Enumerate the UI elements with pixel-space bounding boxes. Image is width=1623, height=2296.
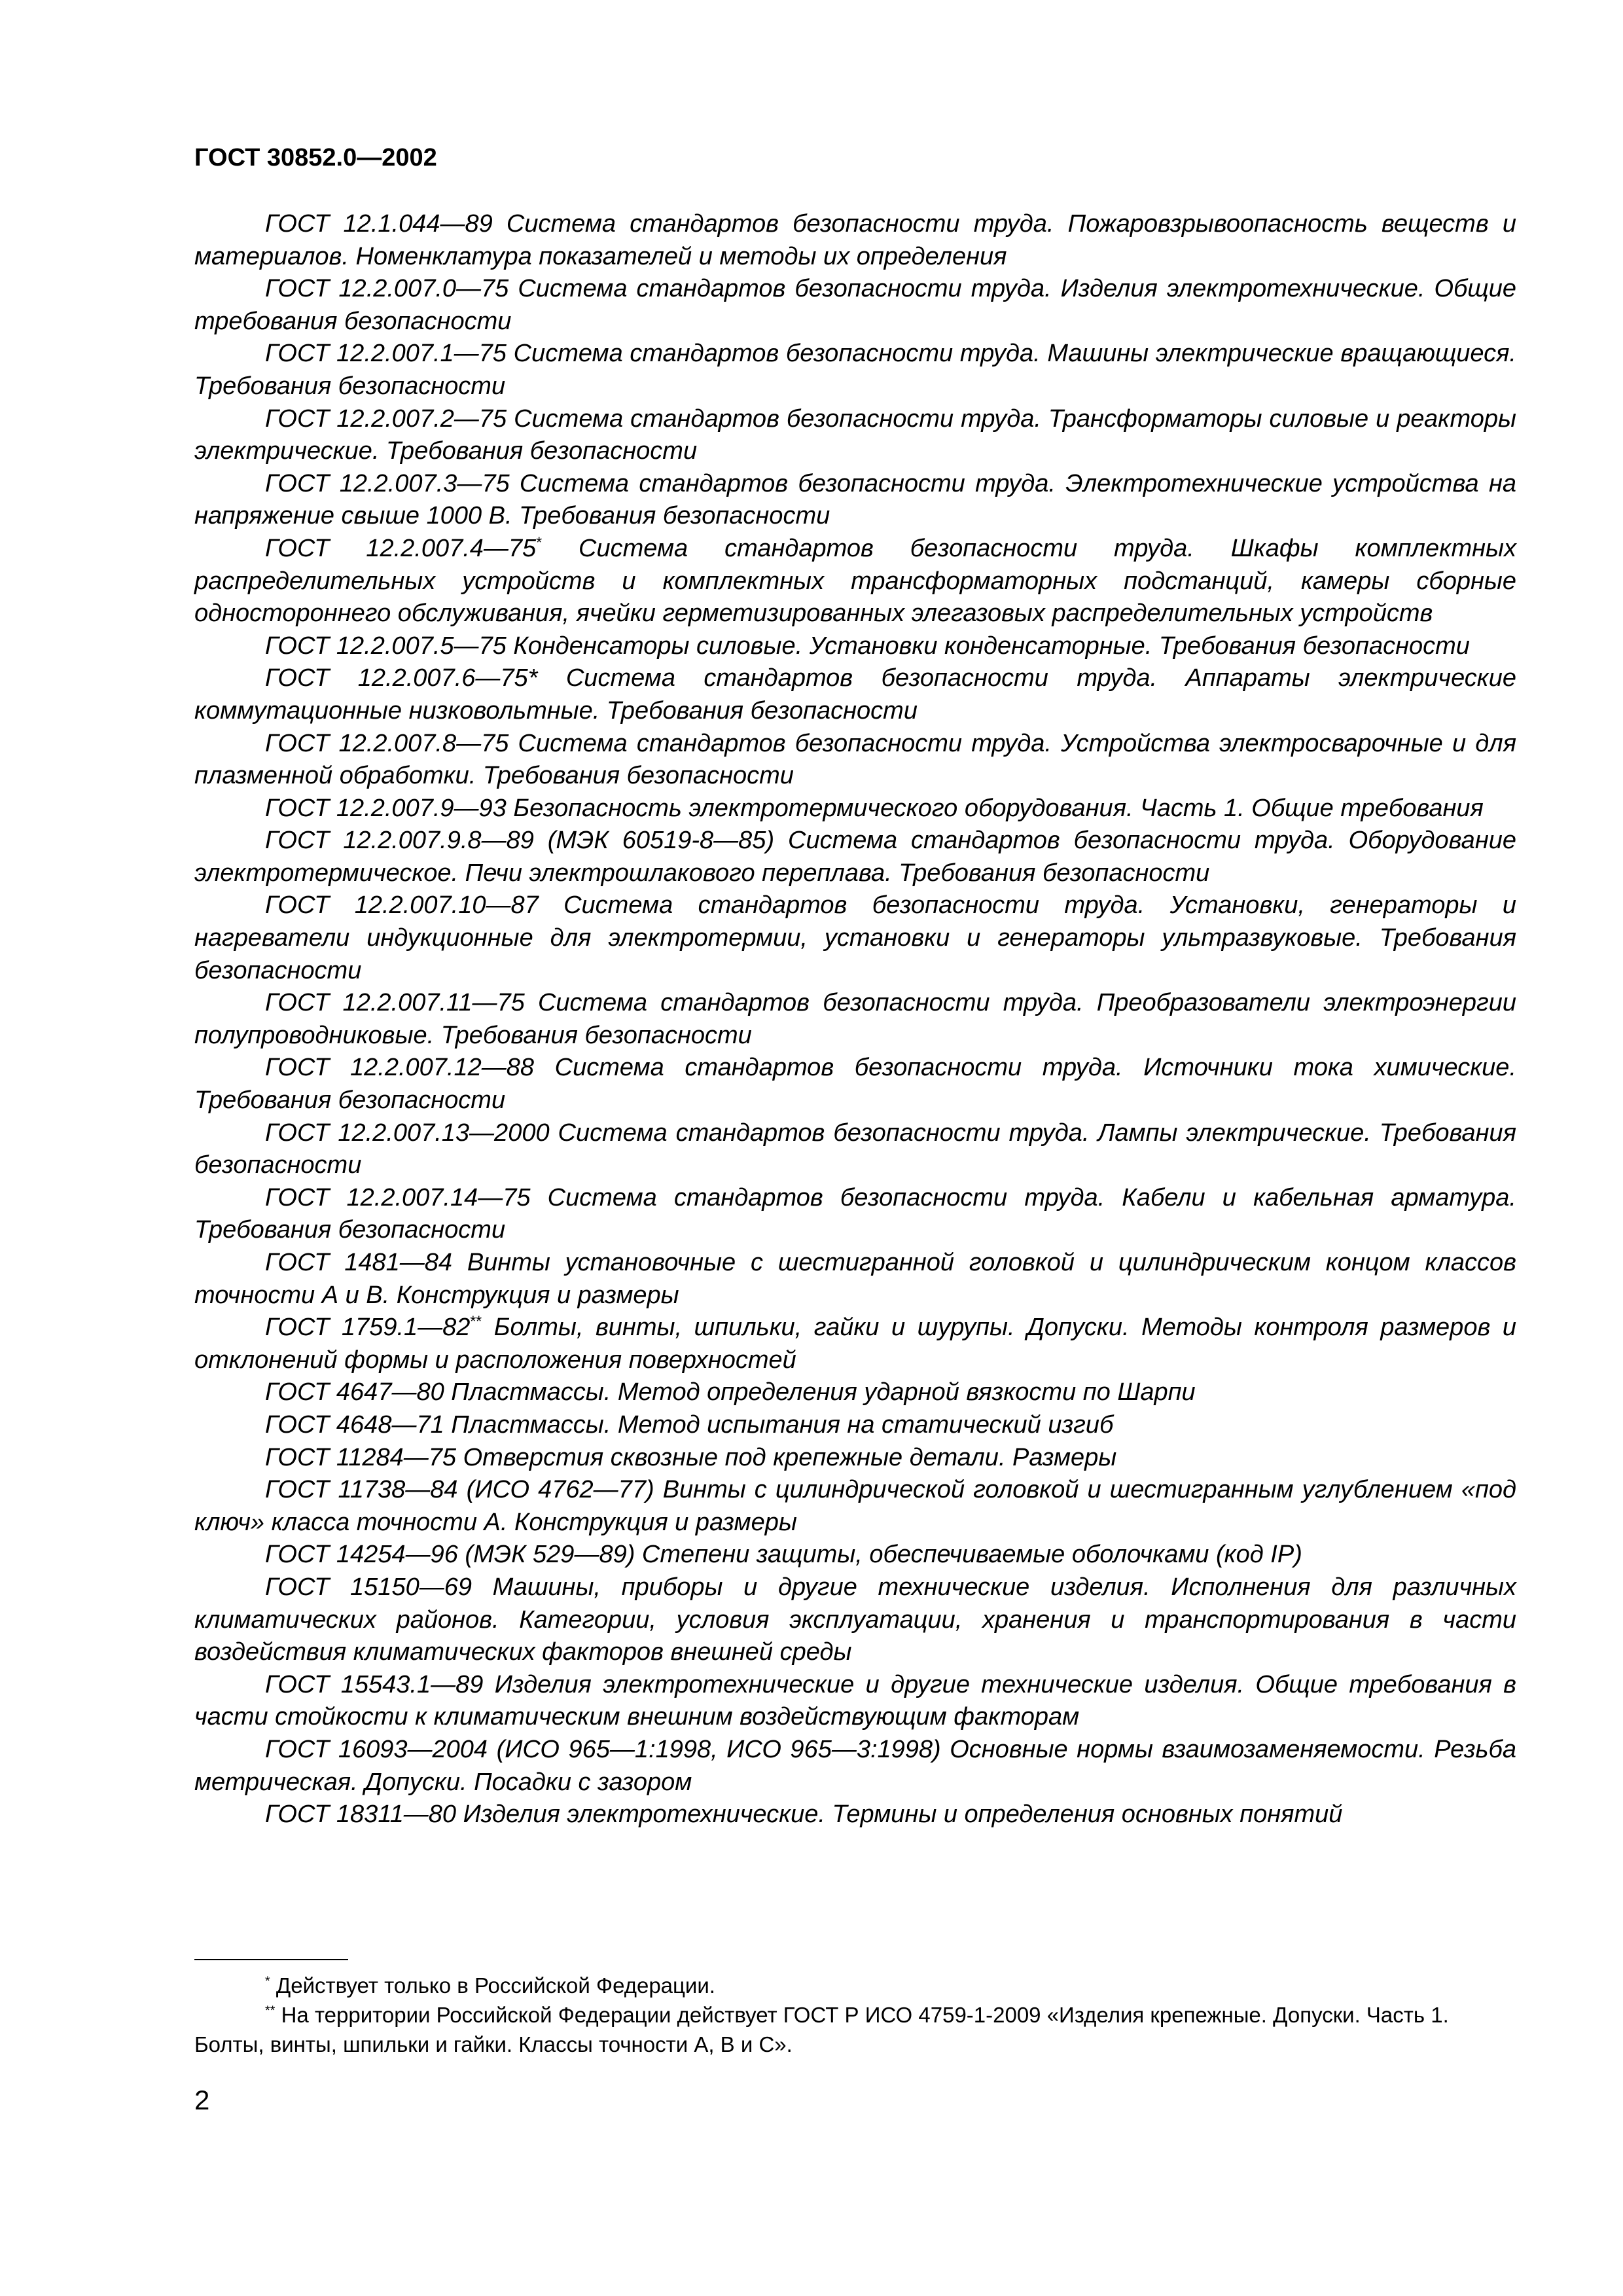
reference-item: ГОСТ 15150—69 Машины, приборы и другие технические изделия. Исполнения для различных климатических районов. Категории, условия эксплуатации, хранения и транспортирования в части воздействия климатических факторов внешней среды (194, 1573, 1516, 1666)
reference-item: ГОСТ 12.1.044—89 Система стандартов безопасности труда. Пожаровзрывоопасность веществ и материалов. Номенклатура показателей и методы их определения (194, 210, 1516, 270)
reference-item: ГОСТ 12.2.007.8—75 Система стандартов безопасности труда. Устройства электросварочные и для плазменной обработки. Требования безопасности (194, 729, 1516, 790)
reference-item: ГОСТ 12.2.007.9—93 Безопасность электротермического оборудования. Часть 1. Общие требования (265, 794, 1484, 822)
reference-item: ГОСТ 18311—80 Изделия электротехнические. Термины и определения основных понятий (265, 1801, 1343, 1829)
reference-item: ГОСТ 12.2.007.14—75 Система стандартов безопасности труда. Кабели и кабельная арматура. Требования безопасности (194, 1183, 1516, 1244)
reference-item: ГОСТ 12.2.007.3—75 Система стандартов безопасности труда. Электротехнические устройства на напряжение свыше 1000 В. Требования безопасности (194, 469, 1516, 530)
reference-item: ГОСТ 4647—80 Пластмассы. Метод определения ударной вязкости по Шарпи (265, 1378, 1196, 1407)
reference-item: ГОСТ 12.2.007.12—88 Система стандартов безопасности труда. Источники тока химические. Требования безопасности (194, 1054, 1516, 1115)
reference-item: ГОСТ 12.2.007.2—75 Система стандартов безопасности труда. Трансформаторы силовые и реакторы электрические. Требования безопасности (194, 404, 1516, 465)
standard-header: ГОСТ 30852.0—2002 (194, 144, 437, 171)
footnote-divider (194, 1959, 348, 1960)
reference-item: ГОСТ 12.2.007.13—2000 Система стандартов безопасности труда. Лампы электрические. Требования безопасности (194, 1119, 1516, 1179)
reference-item: ГОСТ 11284—75 Отверстия сквозные под крепежные детали. Размеры (265, 1443, 1117, 1471)
footnote-mark: ** (265, 2003, 276, 2018)
reference-item: ГОСТ 15543.1—89 Изделия электротехнические и другие технические изделия. Общие требования в части стойкости к климатическим внешним воздействующим факторам (194, 1670, 1516, 1731)
reference-item: ГОСТ 12.2.007.9.8—89 (МЭК 60519-8—85) Система стандартов безопасности труда. Оборудование электротермическое. Печи электрошлакового переплава. Требования безопасности (194, 827, 1516, 887)
footnote-mark: * (265, 1974, 270, 1988)
reference-item: ГОСТ 16093—2004 (ИСО 965—1:1998, ИСО 965—3:1998) Основные нормы взаимозаменяемости. Резьба метрическая. Допуски. Посадки с зазором (194, 1735, 1516, 1796)
reference-item: ГОСТ 12.2.007.0—75 Система стандартов безопасности труда. Изделия электротехнические. Общие требования безопасности (194, 275, 1516, 335)
reference-item: ГОСТ 14254—96 (МЭК 529—89) Степени защиты, обеспечиваемые оболочками (код IP) (265, 1541, 1302, 1569)
reference-item: ГОСТ 12.2.007.10—87 Система стандартов безопасности труда. Установки, генераторы и нагреватели индукционные для электротермии, установки и генераторы ультразвуковые. Требования безопасности (194, 891, 1516, 984)
footnote-marker[interactable]: * (536, 533, 543, 551)
footnote: ** На территории Российской Федерации действует ГОСТ Р ИСО 4759-1-2009 «Изделия крепежные. Допуски. Часть 1. Болты, винты, шпильки и гайки. Классы точности А, В и С». (194, 2003, 1449, 2056)
reference-item: ГОСТ 11738—84 (ИСО 4762—77) Винты с цилиндрической головкой и шестигранным углублением «под ключ» класса точности А. Конструкция и размеры (194, 1476, 1516, 1536)
normative-references (194, 208, 1516, 1831)
reference-item: ГОСТ 12.2.007.5—75 Конденсаторы силовые. Установки конденсаторные. Требования безопасности (265, 632, 1470, 660)
page-number: 2 (194, 2085, 210, 2115)
footnote-marker[interactable]: ** (470, 1312, 482, 1330)
footnote: * Действует только в Российской Федерации. (265, 1973, 715, 1998)
footnotes (194, 1971, 1516, 2059)
reference-item: ГОСТ 1481—84 Винты установочные с шестигранной головкой и цилиндрическим концом классов точности А и В. Конструкция и размеры (194, 1249, 1516, 1309)
reference-item: ГОСТ 1759.1—82** Болты, винты, шпильки, гайки и шурупы. Допуски. Методы контроля размеров и отклонений формы и расположения поверхностей (194, 1312, 1516, 1374)
reference-item: ГОСТ 4648—71 Пластмассы. Метод испытания на статический изгиб (265, 1410, 1114, 1439)
reference-item: ГОСТ 12.2.007.1—75 Система стандартов безопасности труда. Машины электрические вращающиеся. Требования безопасности (194, 340, 1516, 400)
reference-item: ГОСТ 12.2.007.6—75* Система стандартов безопасности труда. Аппараты электрические коммутационные низковольтные. Требования безопасности (194, 664, 1516, 725)
reference-item: ГОСТ 12.2.007.4—75* Система стандартов безопасности труда. Шкафы комплектных распределительных устройств и комплектных трансформаторных подстанций, камеры сборные одностороннего обслуживания, ячейки герметизированных элегазовых распределительных устройств (194, 533, 1516, 628)
reference-item: ГОСТ 12.2.007.11—75 Система стандартов безопасности труда. Преобразователи электроэнергии полупроводниковые. Требования безопасности (194, 989, 1516, 1049)
